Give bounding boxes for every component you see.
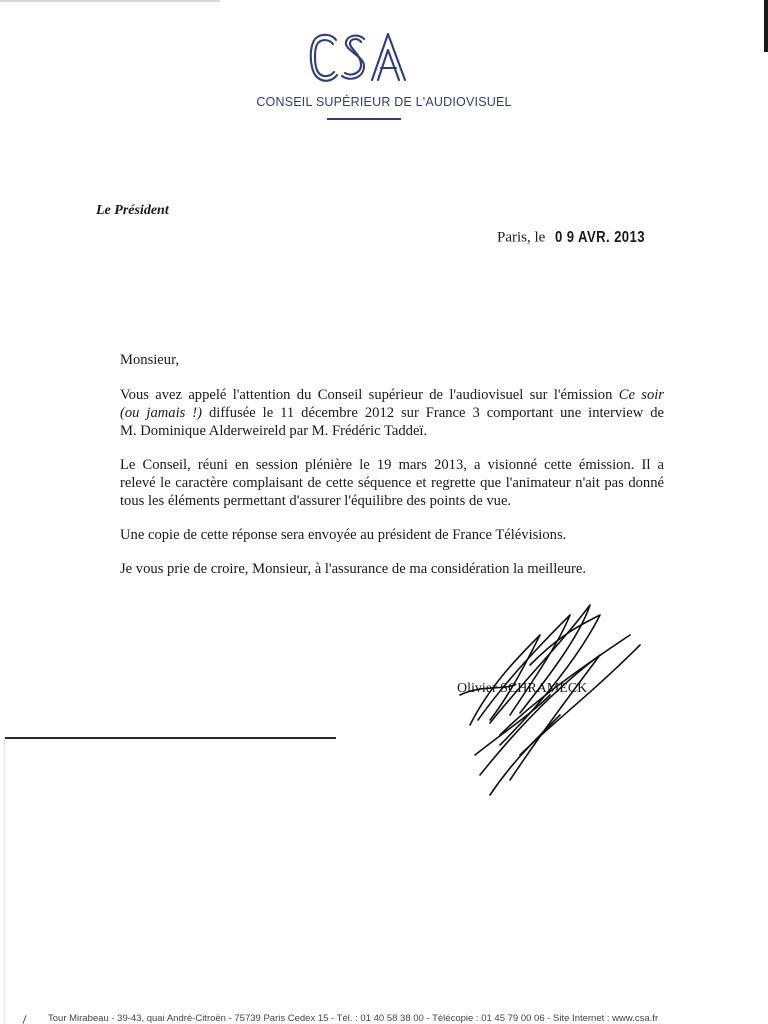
date-place: Paris, le bbox=[497, 229, 546, 246]
paragraph-2 bbox=[120, 456, 664, 510]
paragraph-line: Le Conseil, réuni en session plénière le 19 mars 2013, a visionné cette émission. Il a bbox=[120, 457, 664, 473]
signatory-name: Olivier SCHRAMECK bbox=[457, 681, 588, 696]
handwritten-signature bbox=[430, 595, 670, 805]
scan-shadow bbox=[4, 737, 5, 1024]
paragraph-1 bbox=[120, 386, 664, 440]
sender-title: Le Président bbox=[96, 203, 169, 218]
margin-rule bbox=[4, 737, 336, 739]
paragraph-4: Je vous prie de croire, Monsieur, à l'assurance de ma considération la meilleure. bbox=[120, 561, 587, 577]
scan-edge-top bbox=[0, 0, 220, 2]
paragraph-3: Une copie de cette réponse sera envoyée au président de France Télévisions. bbox=[120, 527, 567, 543]
footer-address: Tour Mirabeau - 39-43, quai André-Citroën - 75739 Paris Cedex 15 - Tél. : 01 40 58 38 00 - Télécopie : 01 45 79 00 06 - Site Internet : www.csa.fr bbox=[48, 1013, 659, 1024]
csa-logo bbox=[306, 30, 410, 88]
logo-underline bbox=[327, 118, 401, 120]
scan-edge-right bbox=[764, 0, 768, 52]
date-line bbox=[497, 229, 665, 247]
date-stamp: 0 9 AVR. 2013 bbox=[555, 229, 646, 246]
paragraph-line: Vous avez appelé l'attention du Conseil supérieur de l'audiovisuel sur l'émission Ce soir bbox=[120, 387, 664, 403]
scan-mark bbox=[22, 1015, 26, 1024]
paragraph-line: M. Dominique Alderweireld par M. Frédéric Taddeï. bbox=[120, 423, 428, 439]
paragraph-line: tous les éléments permettant d'assurer l'équilibre des points de vue. bbox=[120, 493, 512, 509]
paragraph-line: relevé le caractère complaisant de cette séquence et regrette que l'animateur n'ait pas donné bbox=[120, 475, 664, 491]
salutation: Monsieur, bbox=[120, 352, 180, 368]
paragraph-line: (ou jamais !) diffusée le 11 décembre 2012 sur France 3 comportant une interview de bbox=[120, 405, 664, 421]
org-name: CONSEIL SUPÉRIEUR DE L'AUDIOVISUEL bbox=[256, 95, 512, 109]
